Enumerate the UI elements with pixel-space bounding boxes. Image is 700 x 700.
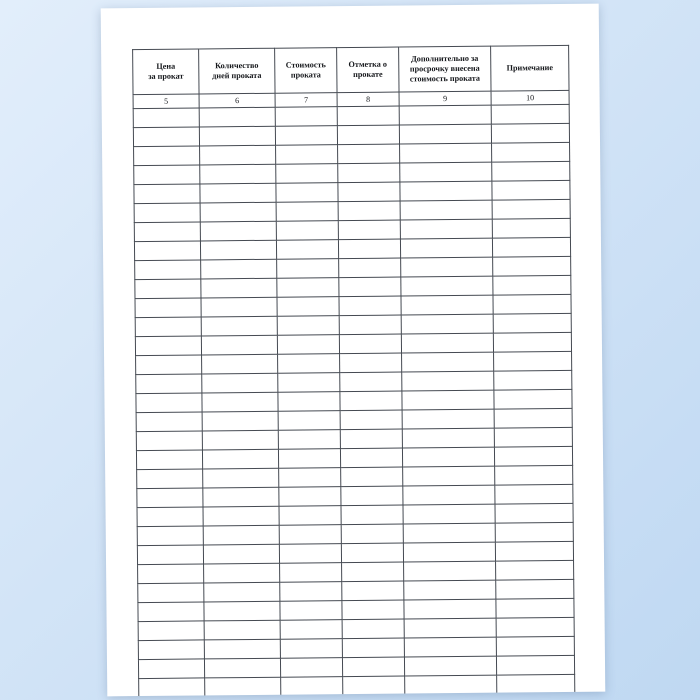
table-cell-blank: [405, 675, 497, 695]
table-cell-blank: [135, 279, 201, 299]
table-cell-blank: [138, 640, 204, 660]
column-header-rental-mark-line-1: Отметка о: [348, 59, 388, 70]
column-header-rental-cost-line-1: Стоимость: [285, 60, 326, 70]
table-cell-blank: [338, 220, 400, 240]
table-cell-blank: [277, 297, 339, 317]
table-cell-blank: [494, 427, 572, 447]
table-row: [139, 674, 575, 696]
table-cell-blank: [404, 599, 496, 619]
column-header-price-line-1: Цена: [156, 61, 176, 71]
column-number-8: 8: [337, 92, 399, 107]
column-header-overdue-fee-line-2: просрочку внесена: [409, 63, 480, 74]
table-cell-blank: [204, 620, 280, 640]
table-cell-blank: [491, 104, 569, 124]
table-cell-blank: [337, 106, 399, 126]
column-header-overdue-fee: [399, 46, 491, 92]
table-cell-blank: [340, 391, 402, 411]
table-cell-blank: [281, 696, 343, 697]
table-cell-blank: [497, 693, 575, 696]
column-number-10: 10: [491, 90, 569, 105]
table-cell-blank: [341, 543, 403, 563]
table-cell-blank: [341, 467, 403, 487]
table-cell-blank: [275, 126, 337, 146]
column-number-9: 9: [399, 91, 491, 106]
table-cell-blank: [340, 410, 402, 430]
table-cell-blank: [201, 335, 277, 355]
column-header-rental-mark-line-2: прокате: [353, 69, 383, 79]
table-cell-blank: [200, 221, 276, 241]
table-cell-blank: [202, 392, 278, 412]
table-cell-blank: [278, 430, 340, 450]
table-cell-blank: [401, 314, 493, 334]
table-cell-blank: [200, 202, 276, 222]
table-cell-blank: [492, 199, 570, 219]
table-cell-blank: [341, 486, 403, 506]
table-cell-blank: [276, 240, 338, 260]
table-cell-blank: [492, 161, 570, 181]
table-cell-blank: [404, 637, 496, 657]
table-cell-blank: [277, 316, 339, 336]
table-cell-blank: [199, 126, 275, 146]
table-cell-blank: [339, 277, 401, 297]
table-cell-blank: [278, 354, 340, 374]
table-cell-blank: [138, 564, 204, 584]
table-cell-blank: [400, 162, 492, 182]
table-cell-blank: [202, 411, 278, 431]
table-cell-blank: [403, 523, 495, 543]
table-cell-blank: [404, 580, 496, 600]
table-cell-blank: [342, 657, 404, 677]
table-cell-blank: [492, 237, 570, 257]
table-cell-blank: [342, 581, 404, 601]
table-cell-blank: [495, 503, 573, 523]
table-cell-blank: [493, 294, 571, 314]
table-cell-blank: [495, 541, 573, 561]
table-cell-blank: [136, 412, 202, 432]
table-cell-blank: [278, 373, 340, 393]
table-cell-blank: [134, 146, 200, 166]
table-cell-blank: [404, 618, 496, 638]
table-cell-blank: [494, 370, 572, 390]
table-cell-blank: [343, 695, 405, 696]
table-cell-blank: [497, 674, 575, 694]
table-cell-blank: [338, 144, 400, 164]
table-cell-blank: [400, 200, 492, 220]
table-cell-blank: [492, 142, 570, 162]
table-cell-blank: [399, 124, 491, 144]
table-cell-blank: [202, 354, 278, 374]
table-cell-blank: [402, 390, 494, 410]
table-cell-blank: [200, 145, 276, 165]
table-cell-blank: [200, 164, 276, 184]
table-cell-blank: [201, 278, 277, 298]
table-cell-blank: [135, 317, 201, 337]
table-cell-blank: [495, 522, 573, 542]
table-cell-blank: [343, 676, 405, 696]
table-cell-blank: [203, 525, 279, 545]
document-sheet-content: [101, 4, 606, 697]
column-number-7: 7: [275, 93, 337, 108]
table-cell-blank: [402, 447, 494, 467]
table-cell-blank: [341, 524, 403, 544]
table-cell-blank: [496, 636, 574, 656]
table-cell-blank: [202, 430, 278, 450]
table-cell-blank: [402, 371, 494, 391]
table-cell-blank: [135, 298, 201, 318]
column-header-days-count-line-2: дней проката: [212, 70, 262, 81]
column-header-rental-mark: [337, 47, 399, 93]
table-cell-blank: [134, 184, 200, 204]
table-cell-blank: [340, 448, 402, 468]
table-cell-blank: [136, 450, 202, 470]
table-cell-blank: [495, 465, 573, 485]
table-cell-blank: [494, 351, 572, 371]
table-cell-blank: [495, 484, 573, 504]
table-cell-blank: [496, 617, 574, 637]
table-cell-blank: [338, 239, 400, 259]
table-cell-blank: [137, 507, 203, 527]
table-cell-blank: [403, 466, 495, 486]
table-cell-blank: [133, 108, 199, 128]
table-header: [133, 45, 570, 108]
table-cell-blank: [496, 579, 574, 599]
table-cell-blank: [403, 485, 495, 505]
table-cell-blank: [137, 488, 203, 508]
table-cell-blank: [204, 563, 280, 583]
table-cell-blank: [496, 598, 574, 618]
table-cell-blank: [494, 408, 572, 428]
table-cell-blank: [403, 504, 495, 524]
table-cell-blank: [136, 431, 202, 451]
table-cell-blank: [138, 583, 204, 603]
table-cell-blank: [339, 334, 401, 354]
table-cell-blank: [496, 655, 574, 675]
table-cell-blank: [280, 563, 342, 583]
table-cell-blank: [137, 545, 203, 565]
table-cell-blank: [137, 469, 203, 489]
table-cell-blank: [496, 560, 574, 580]
table-cell-blank: [136, 393, 202, 413]
table-cell-blank: [403, 542, 495, 562]
table-cell-blank: [276, 183, 338, 203]
column-header-note: [491, 45, 569, 91]
table-cell-blank: [134, 222, 200, 242]
table-cell-blank: [280, 601, 342, 621]
table-cell-blank: [399, 105, 491, 125]
table-cell-blank: [137, 526, 203, 546]
column-header-overdue-fee-line-1: Дополнительно за: [411, 53, 479, 64]
table-cell-blank: [279, 487, 341, 507]
table-cell-blank: [400, 219, 492, 239]
form-table: [132, 45, 576, 696]
column-header-note-line-1: Примечание: [506, 63, 554, 73]
table-cell-blank: [340, 429, 402, 449]
table-cell-blank: [402, 409, 494, 429]
table-cell-blank: [337, 125, 399, 145]
column-header-rental-cost: [275, 48, 337, 94]
table-cell-blank: [494, 446, 572, 466]
table-cell-blank: [402, 428, 494, 448]
table-cell-blank: [139, 678, 205, 696]
table-cell-blank: [400, 238, 492, 258]
column-header-days-count: [199, 48, 275, 94]
table-cell-blank: [279, 506, 341, 526]
table-cell-blank: [138, 659, 204, 679]
table-cell-blank: [338, 163, 400, 183]
table-header-row: [133, 45, 569, 94]
table-cell-blank: [494, 389, 572, 409]
table-cell-blank: [276, 202, 338, 222]
table-cell-blank: [203, 506, 279, 526]
table-cell-blank: [338, 182, 400, 202]
table-cell-blank: [278, 449, 340, 469]
table-cell-blank: [201, 316, 277, 336]
table-cell-blank: [404, 656, 496, 676]
table-cell-blank: [138, 621, 204, 641]
table-cell-blank: [281, 677, 343, 697]
table-cell-blank: [135, 260, 201, 280]
table-cell-blank: [342, 562, 404, 582]
table-cell-blank: [277, 259, 339, 279]
table-cell-blank: [136, 355, 202, 375]
table-cell-blank: [401, 276, 493, 296]
column-header-price-line-2: за прокат: [148, 71, 184, 81]
table-cell-blank: [200, 240, 276, 260]
table-cell-blank: [204, 601, 280, 621]
table-cell-blank: [340, 353, 402, 373]
table-cell-blank: [201, 297, 277, 317]
table-cell-blank: [204, 639, 280, 659]
table-cell-blank: [201, 259, 277, 279]
table-cell-blank: [280, 582, 342, 602]
column-header-rental-cost-line-2: проката: [290, 70, 321, 80]
table-cell-blank: [279, 525, 341, 545]
table-cell-blank: [134, 165, 200, 185]
table-cell-blank: [277, 278, 339, 298]
table-cell-blank: [138, 602, 204, 622]
column-header-days-count-line-1: Количество: [215, 60, 259, 71]
table-cell-blank: [493, 313, 571, 333]
table-cell-blank: [205, 677, 281, 696]
table-cell-blank: [339, 315, 401, 335]
table-cell-blank: [341, 505, 403, 525]
table-cell-blank: [202, 449, 278, 469]
table-cell-blank: [280, 639, 342, 659]
table-cell-blank: [342, 638, 404, 658]
table-body: [133, 104, 575, 696]
table-cell-blank: [276, 145, 338, 165]
table-cell-blank: [203, 468, 279, 488]
table-cell-blank: [339, 296, 401, 316]
table-cell-blank: [492, 180, 570, 200]
column-header-price: [133, 49, 199, 95]
table-cell-blank: [340, 372, 402, 392]
column-header-overdue-fee-line-3: стоимость проката: [409, 73, 480, 84]
table-cell-blank: [493, 275, 571, 295]
table-cell-blank: [280, 658, 342, 678]
table-cell-blank: [339, 258, 401, 278]
table-cell-blank: [491, 123, 569, 143]
table-cell-blank: [204, 658, 280, 678]
table-cell-blank: [279, 544, 341, 564]
table-cell-blank: [278, 411, 340, 431]
table-cell-blank: [136, 374, 202, 394]
table-cell-blank: [279, 468, 341, 488]
table-cell-blank: [400, 181, 492, 201]
table-cell-blank: [404, 561, 496, 581]
table-cell-blank: [203, 487, 279, 507]
table-cell-blank: [199, 107, 275, 127]
table-cell-blank: [400, 143, 492, 163]
table-cell-blank: [200, 183, 276, 203]
column-number-5: 5: [133, 94, 199, 109]
table-cell-blank: [276, 221, 338, 241]
document-sheet: [101, 4, 606, 697]
table-cell-blank: [342, 619, 404, 639]
table-cell-blank: [405, 694, 497, 696]
table-cell-blank: [276, 164, 338, 184]
table-cell-blank: [203, 544, 279, 564]
table-cell-blank: [134, 203, 200, 223]
table-cell-blank: [134, 241, 200, 261]
table-cell-blank: [493, 332, 571, 352]
table-cell-blank: [402, 352, 494, 372]
table-cell-blank: [133, 127, 199, 147]
table-cell-blank: [277, 335, 339, 355]
table-cell-blank: [280, 620, 342, 640]
table-cell-blank: [338, 201, 400, 221]
table-cell-blank: [135, 336, 201, 356]
table-cell-blank: [275, 107, 337, 127]
table-cell-blank: [342, 600, 404, 620]
table-cell-blank: [493, 256, 571, 276]
table-cell-blank: [401, 295, 493, 315]
table-cell-blank: [401, 257, 493, 277]
table-cell-blank: [401, 333, 493, 353]
column-number-6: 6: [199, 93, 275, 108]
table-cell-blank: [492, 218, 570, 238]
table-cell-blank: [202, 373, 278, 393]
table-cell-blank: [204, 582, 280, 602]
table-cell-blank: [278, 392, 340, 412]
